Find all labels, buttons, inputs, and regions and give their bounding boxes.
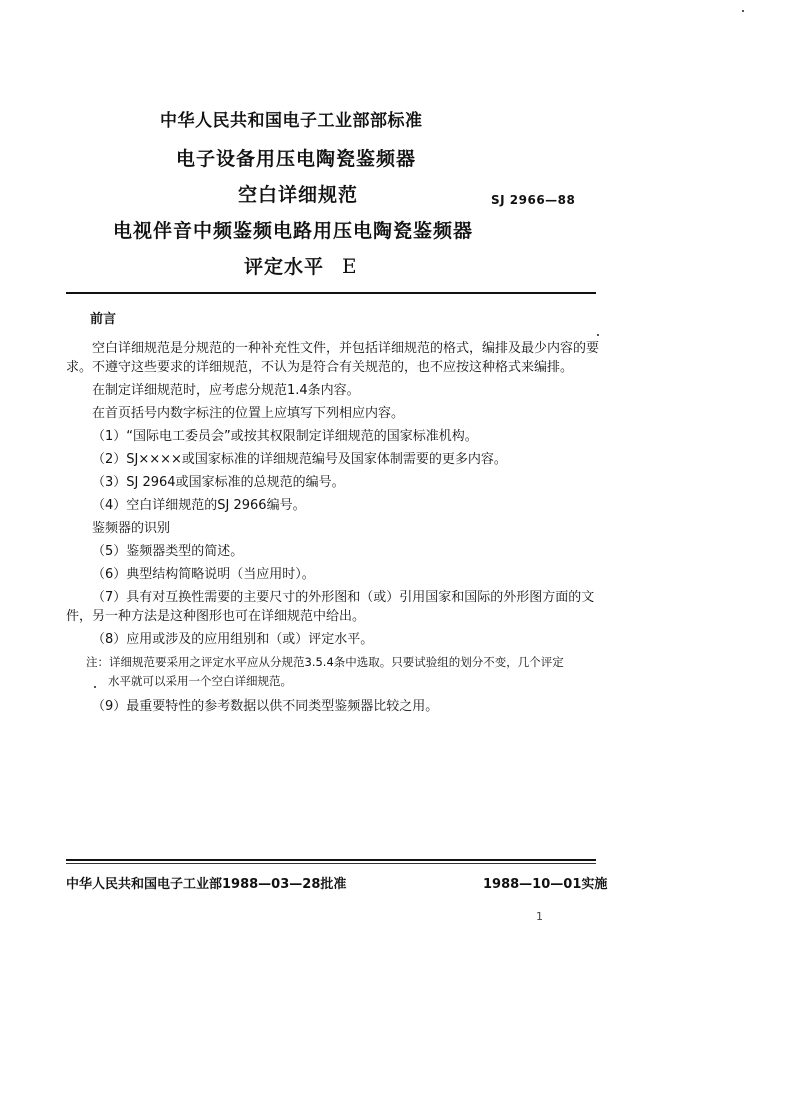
list-item: （4）空白详细规范的SJ 2966编号。 xyxy=(92,498,306,513)
assessment-level-label: 评定水平 xyxy=(244,256,325,278)
list-item: （5）鉴频器类型的简述。 xyxy=(92,544,244,559)
page-number: 1 xyxy=(536,910,543,923)
assessment-level-value: E xyxy=(342,254,358,278)
document-title-line2: 空白详细规范 xyxy=(238,184,359,206)
preface-heading: 前言 xyxy=(90,312,117,327)
list-item: （2）SJ××××或国家标准的详细规范编号及国家体制需要的更多内容。 xyxy=(92,452,507,467)
paragraph: 在首页括号内数字标注的位置上应填写下列相应内容。 xyxy=(92,406,405,421)
paragraph: 空白详细规范是分规范的一种补充性文件，并包括详细规范的格式，编排及最少内容的要求。不遵守这些要求的详细规范，不认为是符合有关规范的，也不应按这种格式来编排。 xyxy=(66,341,600,375)
note-line: 注：详细规范要采用之评定水平应从分规范3.5.4条中选取。只要试验组的划分不变，几个评定 xyxy=(86,655,564,669)
document-title-line3: 电视伴音中频鉴频电路用压电陶瓷鉴频器 xyxy=(113,220,474,242)
scan-speck xyxy=(597,334,599,336)
footer-divider-thin xyxy=(66,863,596,864)
section-subheading: 鉴频器的识别 xyxy=(92,521,171,536)
assessment-level-title xyxy=(244,252,358,279)
approval-date: 中华人民共和国电子工业部1988—03—28批准 xyxy=(66,877,347,892)
list-item: （8）应用或涉及的应用组别和（或）评定水平。 xyxy=(92,632,374,647)
scan-speck xyxy=(742,10,744,12)
list-item: （6）典型结构简略说明（当应用时）。 xyxy=(92,567,315,582)
header-divider xyxy=(66,292,596,294)
scan-speck xyxy=(94,686,96,688)
note-line: 水平就可以采用一个空白详细规范。 xyxy=(108,674,292,688)
standard-code: SJ 2966—88 xyxy=(491,193,576,207)
list-item: （9）最重要特性的参考数据以供不同类型鉴频器比较之用。 xyxy=(92,699,439,714)
document-body xyxy=(66,310,606,716)
footer-divider xyxy=(66,859,596,861)
list-item: （7）具有对互换性需要的主要尺寸的外形图和（或）引用国家和国际的外形图方面的文件，另一种方法是这种图形也可在详细规范中给出。 xyxy=(66,590,595,624)
paragraph: 在制定详细规范时，应考虑分规范1.4条内容。 xyxy=(92,383,360,398)
list-item: （3）SJ 2964或国家标准的总规范的编号。 xyxy=(92,475,345,490)
issuing-authority: 中华人民共和国电子工业部部标准 xyxy=(160,111,423,131)
implementation-date: 1988—10—01实施 xyxy=(483,877,608,892)
list-item: （1）“国际电工委员会”或按其权限制定详细规范的国家标准机构。 xyxy=(92,429,478,444)
document-title-line1: 电子设备用压电陶瓷鉴频器 xyxy=(176,148,417,170)
